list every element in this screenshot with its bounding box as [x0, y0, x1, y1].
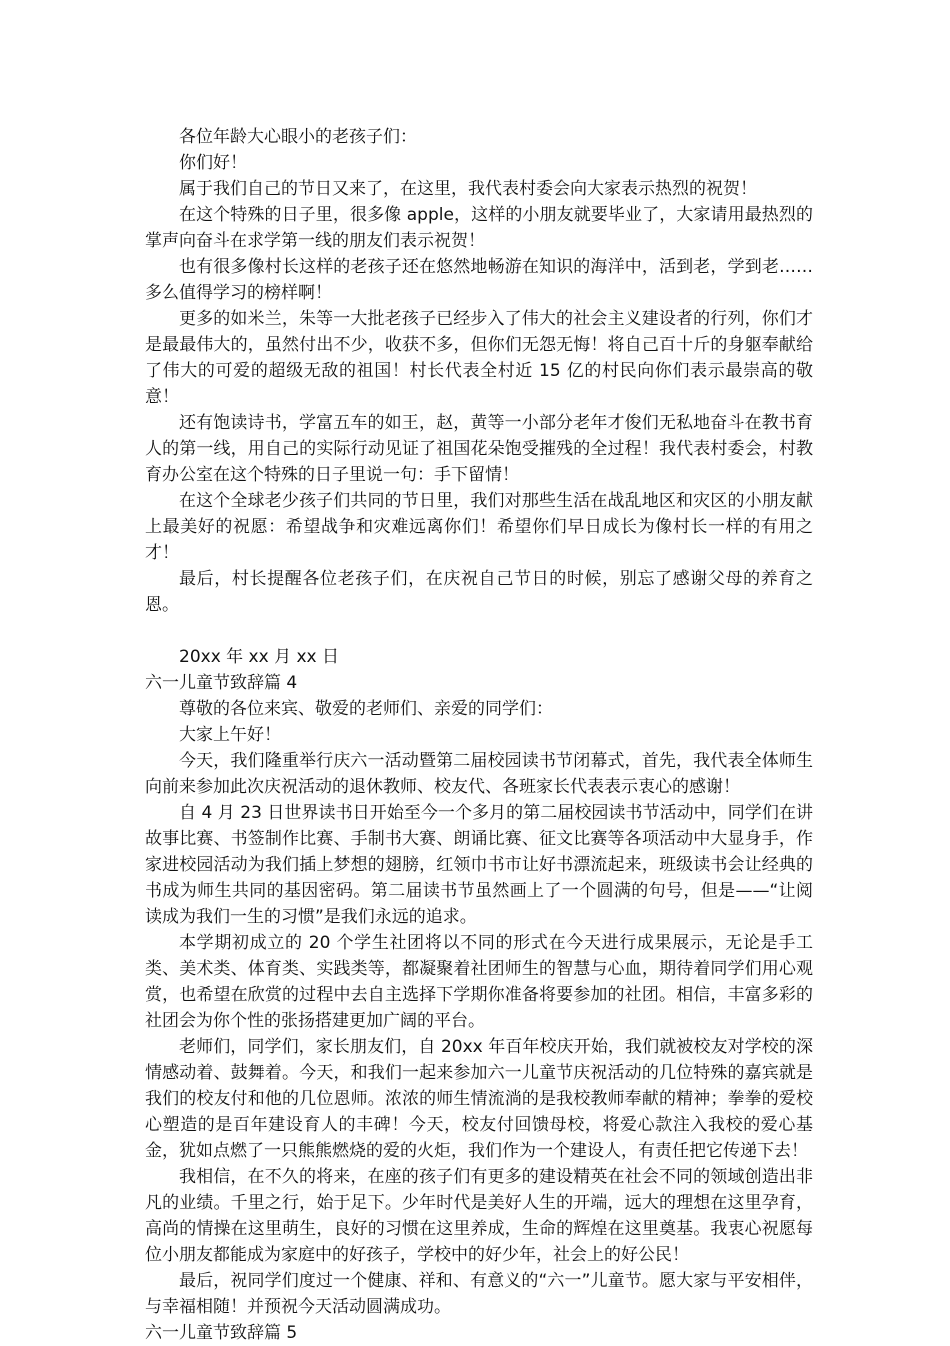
paragraph: 最后，村长提醒各位老孩子们，在庆祝自己节日的时候，别忘了感谢父母的养育之恩。	[145, 569, 813, 615]
paragraph: 最后，祝同学们度过一个健康、祥和、有意义的“六一”儿童节。愿大家与平安相伴，与幸福相随！并预祝今天活动圆满成功。	[145, 1271, 813, 1317]
paragraph: 也有很多像村长这样的老孩子还在悠然地畅游在知识的海洋中，活到老，学到老……多么值得学习的榜样啊！	[145, 257, 813, 303]
paragraph: 更多的如米兰，朱等一大批老孩子已经步入了伟大的社会主义建设者的行列，你们才是最最伟大的，虽然付出不少，收获不多，但你们无怨无悔！将自己百十斤的身躯奉献给了伟大的可爱的超级无敌的祖国！村长代表全村近 15 亿的村民向你们表示最崇高的敬意！	[145, 309, 813, 407]
salutation: 尊敬的各位来宾、敬爱的老师们、亲爱的同学们：	[179, 699, 553, 719]
paragraph: 自 4 月 23 日世界读书日开始至今一个多月的第二届校园读书节活动中，同学们在讲故事比赛、书签制作比赛、手制书大赛、朗诵比赛、征文比赛等各项活动中大显身手，作家进校园活动为我们插上梦想的翅膀，红领巾书市让好书漂流起来，班级读书会让经典的书成为师生共同的基因密码。第二届读书节虽然画上了一个圆满的句号，但是——“让阅读成为我们一生的习惯”是我们永远的追求。	[145, 803, 813, 927]
paragraph: 属于我们自己的节日又来了，在这里，我代表村委会向大家表示热烈的祝贺！	[179, 179, 757, 199]
paragraph: 老师们，同学们，家长朋友们，自 20xx 年百年校庆开始，我们就被校友对学校的深情感动着、鼓舞着。今天，和我们一起来参加六一儿童节庆祝活动的几位特殊的嘉宾就是我们的校友付和他的几位恩师。浓浓的师生情流淌的是我校教师奉献的精神；拳拳的爱校心塑造的是百年建设育人的丰碑！今天，校友付回馈母校，将爱心款注入我校的爱心基金，犹如点燃了一只熊熊燃烧的爱的火炬，我们作为一个建设人，有责任把它传递下去！	[145, 1037, 813, 1161]
section-heading: 六一儿童节致辞篇 4	[145, 673, 298, 693]
document-page	[145, 124, 813, 1346]
paragraph: 还有饱读诗书，学富五车的如王，赵，黄等一小部分老年才俊们无私地奋斗在教书育人的第一线，用自己的实际行动见证了祖国花朵饱受摧残的全过程！我代表村委会，村教育办公室在这个特殊的日子里说一句：手下留情！	[145, 413, 813, 485]
greeting: 大家上午好！	[179, 725, 281, 745]
paragraph: 我相信，在不久的将来，在座的孩子们有更多的建设精英在社会不同的领域创造出非凡的业绩。千里之行，始于足下。少年时代是美好人生的开端，远大的理想在这里孕育，高尚的情操在这里萌生，良好的习惯在这里养成，生命的辉煌在这里奠基。我衷心祝愿每位小朋友都能成为家庭中的好孩子，学校中的好少年，社会上的好公民！	[145, 1167, 813, 1265]
date-line: 20xx 年 xx 月 xx 日	[179, 647, 340, 667]
blank-line	[145, 618, 813, 644]
salutation: 各位年龄大心眼小的老孩子们：	[179, 127, 417, 147]
greeting: 你们好！	[179, 153, 247, 173]
paragraph: 今天，我们隆重举行庆六一活动暨第二届校园读书节闭幕式，首先，我代表全体师生向前来参加此次庆祝活动的退休教师、校友代、各班家长代表表示衷心的感谢！	[145, 751, 813, 797]
paragraph: 在这个特殊的日子里，很多像 apple，这样的小朋友就要毕业了，大家请用最热烈的掌声向奋斗在求学第一线的朋友们表示祝贺！	[145, 205, 813, 251]
section-heading: 六一儿童节致辞篇 5	[145, 1323, 298, 1343]
paragraph: 在这个全球老少孩子们共同的节日里，我们对那些生活在战乱地区和灾区的小朋友献上最美好的祝愿：希望战争和灾难远离你们！希望你们早日成长为像村长一样的有用之才！	[145, 491, 813, 563]
paragraph: 本学期初成立的 20 个学生社团将以不同的形式在今天进行成果展示，无论是手工类、美术类、体育类、实践类等，都凝聚着社团师生的智慧与心血，期待着同学们用心观赏，也希望在欣赏的过程中去自主选择下学期你准备将要参加的社团。相信，丰富多彩的社团会为你个性的张扬搭建更加广阔的平台。	[145, 933, 813, 1031]
